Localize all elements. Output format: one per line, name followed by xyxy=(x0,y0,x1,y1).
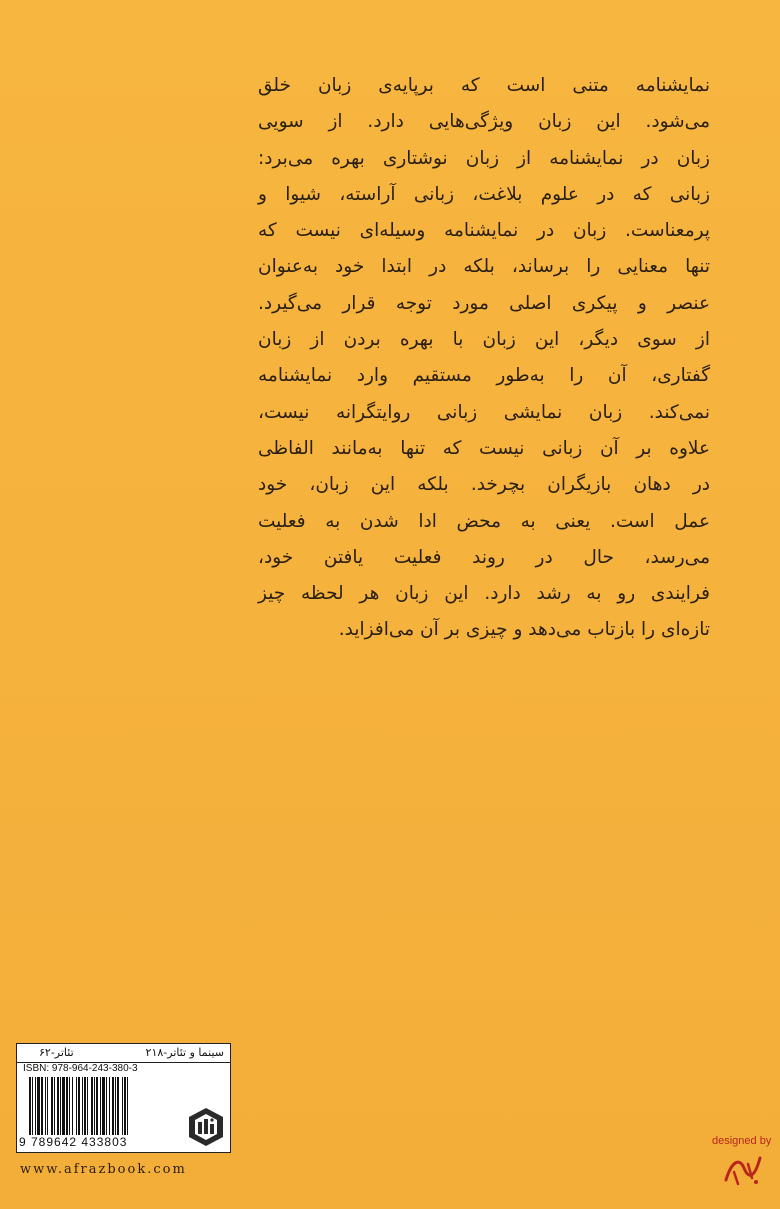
barcode-number: 9 789642 433803 xyxy=(19,1135,128,1149)
publisher-website: www.afrazbook.com xyxy=(20,1162,187,1177)
blurb-text xyxy=(258,68,710,649)
blurb-line: گفتاری، آن را به‌طور مستقیم وارد نمایشنامه xyxy=(258,365,710,387)
blurb-line: از سوی دیگر، این زبان با بهره بردن از زبان xyxy=(258,329,710,351)
designed-by-label: designed by xyxy=(712,1135,772,1147)
blurb-line: زبان در نمایشنامه از زبان نوشتاری بهره می‌برد: xyxy=(258,147,710,169)
blurb-line: تنها معنایی را برساند، بلکه در ابتدا خود به‌عنوان xyxy=(258,256,710,278)
blurb-line: در دهان بازیگران بچرخد. بلکه این زبان، خود xyxy=(258,474,710,496)
series-sub: تئاتر-۶۲ xyxy=(39,1046,74,1059)
series-main: سینما و تئاتر-۲۱۸ xyxy=(145,1046,224,1059)
blurb-line: علاوه بر آن زبانی نیست که تنها به‌مانند الفاظی xyxy=(258,437,710,459)
blurb-line: می‌رسد، حال در روند فعلیت یافتن خود، xyxy=(258,546,710,568)
designer-signature-icon xyxy=(718,1150,766,1190)
afraz-logo-icon xyxy=(185,1106,227,1148)
isbn-text: ISBN: 978-964-243-380-3 xyxy=(23,1063,138,1074)
barcode-label xyxy=(16,1043,231,1153)
series-row xyxy=(17,1044,230,1063)
blurb-line: فرایندی رو به رشد دارد. این زبان هر لحظه چیز xyxy=(258,583,710,605)
blurb-line: عنصر و پیکری اصلی مورد توجه قرار می‌گیرد. xyxy=(258,292,710,314)
blurb-line: عمل است. یعنی به محض ادا شدن به فعلیت xyxy=(258,510,710,532)
blurb-line: تازه‌ای را بازتاب می‌دهد و چیزی بر آن می‌افزاید. xyxy=(338,619,710,641)
barcode-bars xyxy=(27,1077,179,1135)
blurb-line: زبانی که در علوم بلاغت، زبانی آراسته، شیوا و xyxy=(258,183,710,205)
blurb-line: نمی‌کند. زبان نمایشی زبانی روایتگرانه نیست، xyxy=(258,401,710,423)
blurb-line: می‌شود. این زبان ویژگی‌هایی دارد. از سویی xyxy=(258,111,710,133)
blurb-line: پرمعناست. زبان در نمایشنامه وسیله‌ای نیست که xyxy=(258,220,710,242)
blurb-line: نمایشنامه متنی است که برپایه‌ی زبان خلق xyxy=(258,75,710,96)
